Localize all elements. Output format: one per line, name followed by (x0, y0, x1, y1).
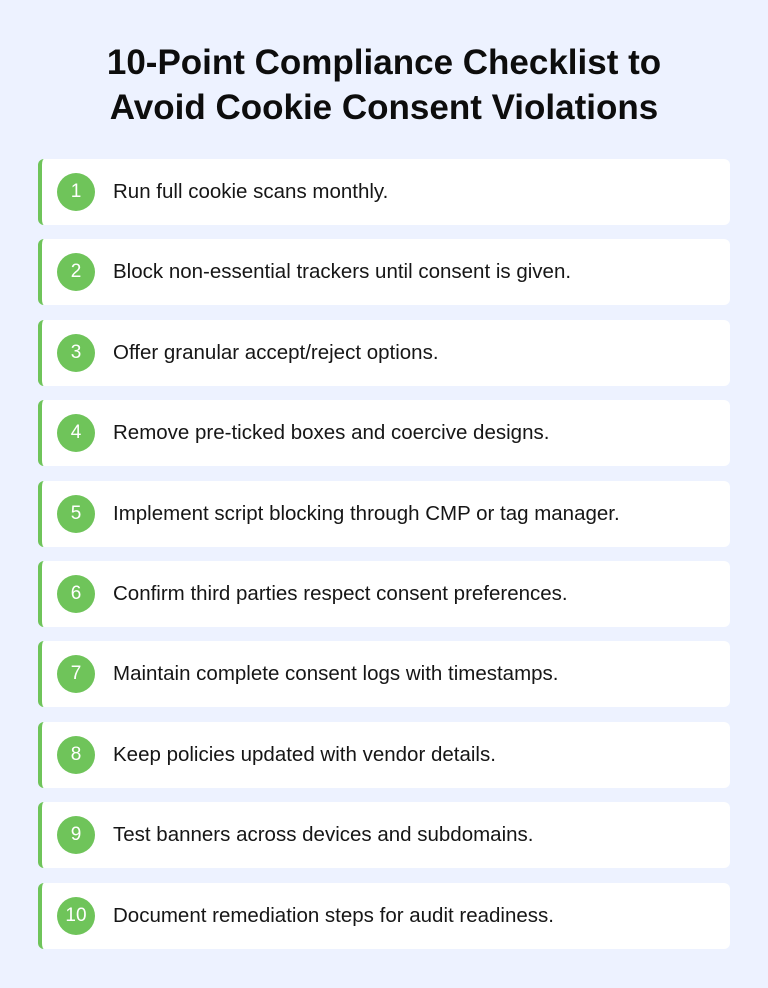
step-number-badge: 4 (57, 414, 95, 452)
checklist-item-text: Keep policies updated with vendor details. (113, 742, 496, 766)
step-number-badge: 9 (57, 816, 95, 854)
step-number-badge: 6 (57, 575, 95, 613)
step-number-badge: 3 (57, 334, 95, 372)
title-line-1: 10-Point Compliance Checklist to (106, 43, 662, 82)
checklist-item-4 (38, 400, 730, 466)
checklist-item-1 (38, 159, 730, 225)
checklist-item-8 (38, 722, 730, 788)
step-number-badge: 1 (57, 173, 95, 211)
checklist-item-text: Confirm third parties respect consent preferences. (113, 581, 568, 605)
step-number-badge: 10 (57, 897, 95, 935)
checklist-item-text: Implement script blocking through CMP or tag manager. (113, 501, 620, 525)
checklist-item-text: Remove pre-ticked boxes and coercive designs. (113, 421, 550, 445)
checklist-item-7 (38, 641, 730, 707)
step-number-badge: 8 (57, 736, 95, 774)
step-number-badge: 7 (57, 655, 95, 693)
checklist-item-10 (38, 883, 730, 949)
checklist-item-text: Offer granular accept/reject options. (113, 340, 439, 364)
checklist-item-text: Test banners across devices and subdomains. (113, 823, 534, 847)
checklist-item-text: Block non-essential trackers until consent is given. (113, 260, 572, 284)
checklist-item-3 (38, 320, 730, 386)
step-number-badge: 2 (57, 253, 95, 291)
checklist-item-text: Document remediation steps for audit readiness. (113, 903, 554, 927)
step-number-badge: 5 (57, 495, 95, 533)
checklist-item-9 (38, 802, 730, 868)
checklist (38, 159, 730, 963)
checklist-item-6 (38, 561, 730, 627)
checklist-item-text: Run full cookie scans monthly. (113, 180, 389, 203)
checklist-item-2 (38, 239, 730, 305)
page-title (40, 40, 728, 130)
checklist-item-text: Maintain complete consent logs with timestamps. (113, 662, 559, 686)
title-line-2: Avoid Cookie Consent Violations (109, 88, 659, 127)
checklist-item-5 (38, 481, 730, 547)
